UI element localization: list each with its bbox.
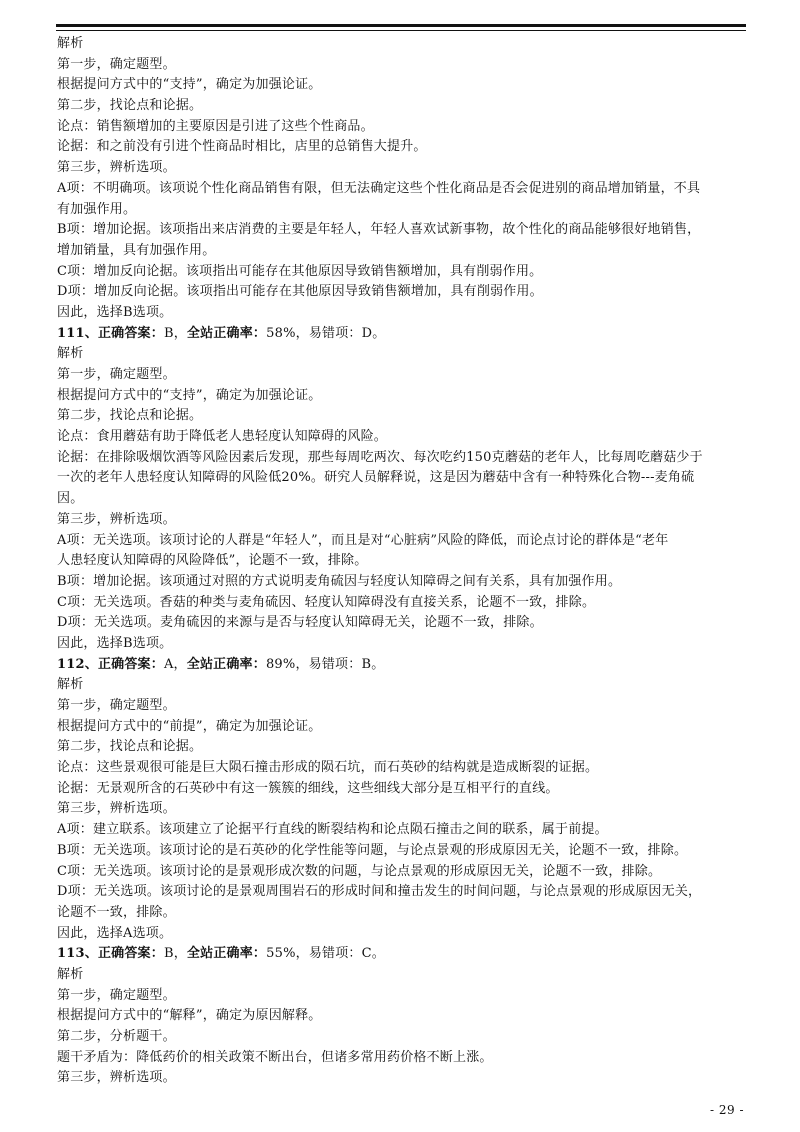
text-line: 第二步，找论点和论据。 [57, 739, 203, 755]
text-line: B项：增加论据。该项通过对照的方式说明麦角硫因与轻度认知障碍之间有关系，具有加强作用。 [57, 573, 622, 589]
rate-label: 全站正确率： [186, 325, 267, 341]
document-body [57, 34, 745, 1089]
answer-value: A， [163, 656, 187, 672]
question-header [57, 944, 745, 965]
text-line: 根据提问方式中的“支持”，确定为加强论证。 [57, 77, 322, 93]
text-line: 第一步，确定题型。 [57, 56, 176, 72]
rate-value: 89%，易错项：B。 [265, 656, 385, 672]
text-line: A项：无关选项。该项讨论的人群是“年轻人”，而且是对“心脏病”风险的降低，而论点讨论的群体是“老年 [57, 532, 669, 548]
answer-value: B， [163, 325, 187, 341]
text-line: 一次的老年人患轻度认知障碍的风险低20%。研究人员解释说，这是因为蘑菇中含有一种特殊化合物---麦角硫 [57, 470, 695, 486]
page-number: - 29 - [709, 1103, 744, 1117]
answer-value: B， [163, 946, 187, 962]
rate-value: 58%，易错项：D。 [266, 325, 386, 341]
text-line: 根据提问方式中的“解释”，确定为原因解释。 [57, 1008, 322, 1024]
text-line: C项：无关选项。该项讨论的是景观形成次数的问题，与论点景观的形成原因无关，论题不一致，排除。 [57, 863, 662, 879]
question-header [57, 324, 745, 345]
answer-label: 正确答案： [97, 656, 164, 672]
text-line: 第三步，辨析选项。 [57, 1070, 176, 1086]
text-line: 因。 [57, 491, 84, 507]
header-rule-thin [56, 30, 746, 31]
text-line: D项：无关选项。麦角硫因的来源与是否与轻度认知障碍无关，论题不一致，排除。 [57, 615, 543, 631]
text-line: 解析 [57, 346, 84, 362]
rate-label: 全站正确率： [186, 656, 266, 672]
text-line: D项：增加反向论据。该项指出可能存在其他原因导致销售额增加，具有削弱作用。 [57, 284, 543, 300]
text-line: 第二步，分析题干。 [57, 1029, 176, 1044]
section-q110-tail [57, 34, 745, 324]
text-line: B项：无关选项。该项讨论的是石英砂的化学性能等问题，与论点景观的形成原因无关，论题不一致，排除。 [57, 842, 688, 858]
section-q113 [57, 944, 745, 1089]
text-line: 第三步，辨析选项。 [57, 801, 176, 817]
rate-value: 55%，易错项：C。 [266, 946, 385, 962]
text-line: 第二步，找论点和论据。 [57, 408, 203, 424]
answer-label: 正确答案： [97, 946, 164, 962]
text-line: 根据提问方式中的“前提”，确定为加强论证。 [57, 718, 322, 734]
text-line: 人患轻度认知障碍的风险降低”，论题不一致，排除。 [57, 553, 368, 569]
text-line: 论点：销售额增加的主要原因是引进了这些个性商品。 [57, 118, 374, 134]
text-line: 论点：这些景观很可能是巨大陨石撞击形成的陨石坑，而石英砂的结构就是造成断裂的证据。 [57, 760, 599, 776]
text-line: 根据提问方式中的“支持”，确定为加强论证。 [57, 387, 322, 403]
text-line: 题干矛盾为：降低药价的相关政策不断出台，但诸多常用药价格不断上涨。 [57, 1049, 493, 1065]
text-line: B项：增加论据。该项指出来店消费的主要是年轻人，年轻人喜欢试新事物，故个性化的商品能够很好地销售， [57, 222, 701, 238]
question-number: 112、 [57, 656, 98, 672]
text-line: 解析 [57, 36, 84, 51]
text-line: 第三步，辨析选项。 [57, 511, 176, 527]
section-q112 [57, 655, 745, 945]
text-line: 解析 [57, 966, 84, 982]
text-line: 增加销量，具有加强作用。 [57, 242, 216, 258]
section-q111 [57, 324, 745, 655]
text-line: A项：建立联系。该项建立了论据平行直线的断裂结构和论点陨石撞击之间的联系，属于前提。 [57, 822, 608, 838]
text-line: 因此，选择B选项。 [57, 635, 173, 651]
text-line: 第二步，找论点和论据。 [57, 98, 203, 114]
text-line: 第一步，确定题型。 [57, 367, 176, 382]
rate-label: 全站正确率： [186, 946, 267, 962]
text-line: 第一步，确定题型。 [57, 987, 176, 1003]
text-line: 论点：食用蘑菇有助于降低老人患轻度认知障碍的风险。 [57, 429, 388, 445]
text-line: 论据：无景观所含的石英砂中有这一簇簇的细线，这些细线大部分是互相平行的直线。 [57, 780, 559, 796]
text-line: 因此，选择A选项。 [57, 925, 173, 941]
header-rule-thick [56, 24, 746, 27]
text-line: A项：不明确项。该项说个性化商品销售有限，但无法确定这些个性化商品是否会促进别的商品增加销量，不具 [57, 180, 701, 196]
text-line: C项：无关选项。香菇的种类与麦角硫因、轻度认知障碍没有直接关系，论题不一致，排除。 [57, 594, 596, 610]
text-line: 论据：在排除吸烟饮酒等风险因素后发现，那些每周吃两次、每次吃约150克蘑菇的老年人，比每周吃蘑菇少于 [57, 449, 703, 465]
text-line: 论题不一致，排除。 [57, 904, 176, 920]
text-line: 第三步，辨析选项。 [57, 160, 176, 176]
text-line: 因此，选择B选项。 [57, 304, 173, 320]
question-number: 111、 [57, 325, 98, 341]
text-line: 有加强作用。 [57, 201, 137, 217]
text-line: 第一步，确定题型。 [57, 698, 176, 713]
text-line: 论据：和之前没有引进个性商品时相比，店里的总销售大提升。 [57, 139, 427, 155]
answer-label: 正确答案： [97, 325, 164, 341]
text-line: 解析 [57, 677, 84, 693]
text-line: C项：增加反向论据。该项指出可能存在其他原因导致销售额增加，具有削弱作用。 [57, 263, 543, 279]
question-header [57, 655, 745, 676]
question-number: 113、 [57, 946, 98, 962]
text-line: D项：无关选项。该项讨论的是景观周围岩石的形成时间和撞击发生的时间问题，与论点景观的形成原因无关， [57, 884, 702, 900]
